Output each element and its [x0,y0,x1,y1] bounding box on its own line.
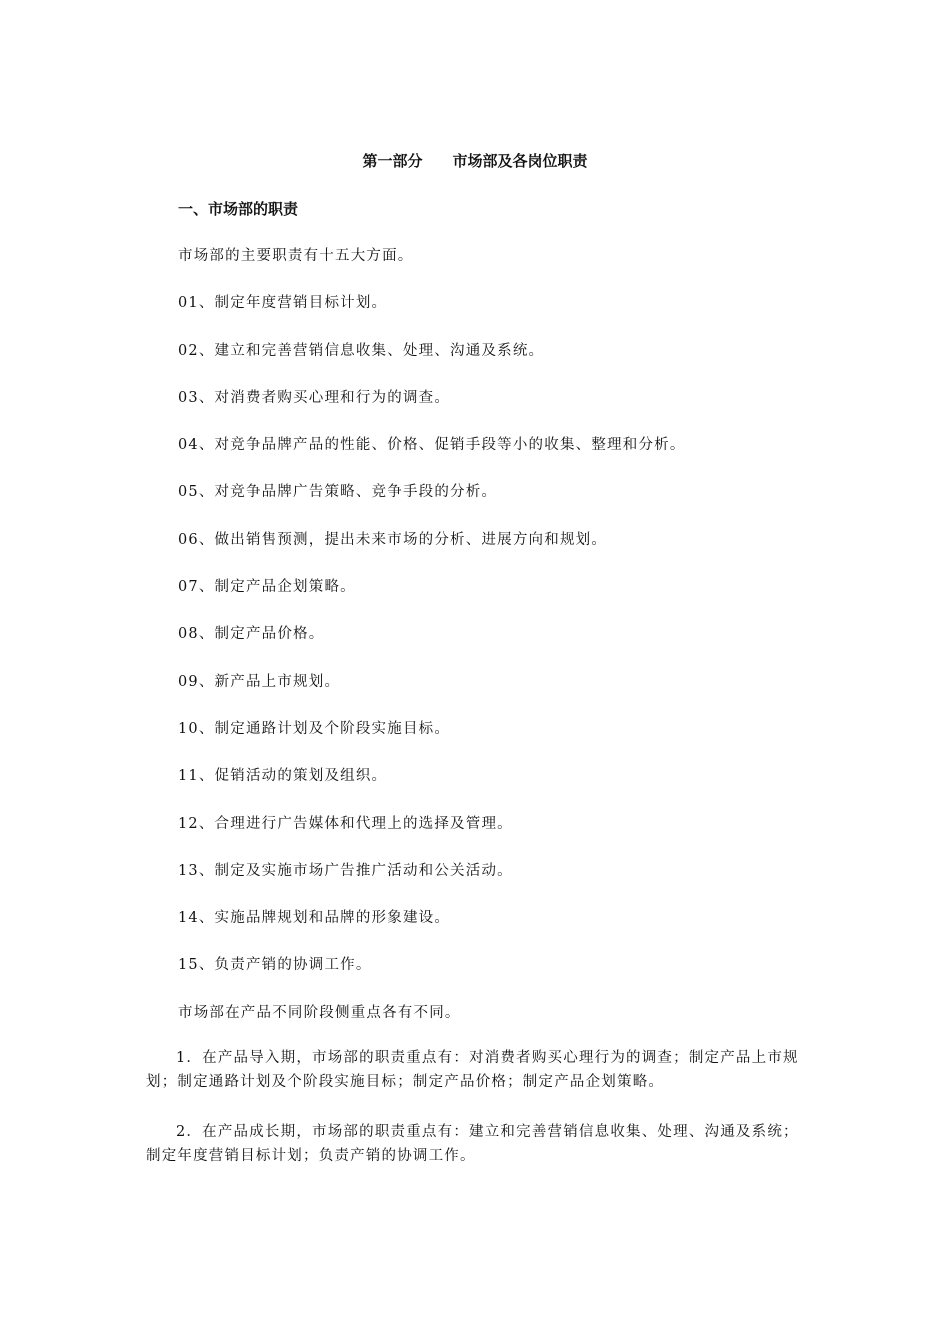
section-heading: 一、市场部的职责 [178,200,299,218]
duties-list [178,245,818,1049]
duty-item: 14、实施品牌规划和品牌的形象建设。 [178,910,451,927]
stage-paragraph-growth-period: 2．在产品成长期，市场部的职责重点有：建立和完善营销信息收集、处理、沟通及系统；制定年度营销目标计划；负责产销的协调工作。 [146,1124,799,1164]
duty-item: 04、对竞争品牌产品的性能、价格、促销手段等小的收集、整理和分析。 [178,437,686,454]
duty-item: 02、建立和完善营销信息收集、处理、沟通及系统。 [178,342,545,359]
duty-item: 06、做出销售预测，提出未来市场的分析、进展方向和规划。 [178,531,608,548]
duty-item: 05、对竞争品牌广告策略、竞争手段的分析。 [178,484,498,501]
duty-item: 13、制定及实施市场广告推广活动和公关活动。 [178,862,513,879]
duty-item: 01、制定年度营销目标计划。 [178,295,388,312]
duty-item: 15、负责产销的协调工作。 [178,957,372,974]
duty-item: 07、制定产品企划策略。 [178,579,356,596]
duty-item: 03、对消费者购买心理和行为的调查。 [178,389,451,406]
stage-intro-text: 市场部在产品不同阶段侧重点各有不同。 [178,1004,461,1021]
duty-item: 12、合理进行广告媒体和代理上的选择及管理。 [178,815,513,832]
duty-item: 10、制定通路计划及个阶段实施目标。 [178,720,451,737]
intro-text: 市场部的主要职责有十五大方面。 [178,248,414,264]
stage-paragraph-intro-period: 1．在产品导入期，市场部的职责重点有：对消费者购买心理行为的调查；制定产品上市规划；制定通路计划及个阶段实施目标；制定产品价格；制定产品企划策略。 [146,1050,799,1090]
duty-item: 11、促销活动的策划及组织。 [178,768,388,785]
duty-item: 09、新产品上市规划。 [178,673,341,690]
duty-item: 08、制定产品价格。 [178,626,325,643]
document-title: 第一部分 市场部及各岗位职责 [362,152,588,170]
